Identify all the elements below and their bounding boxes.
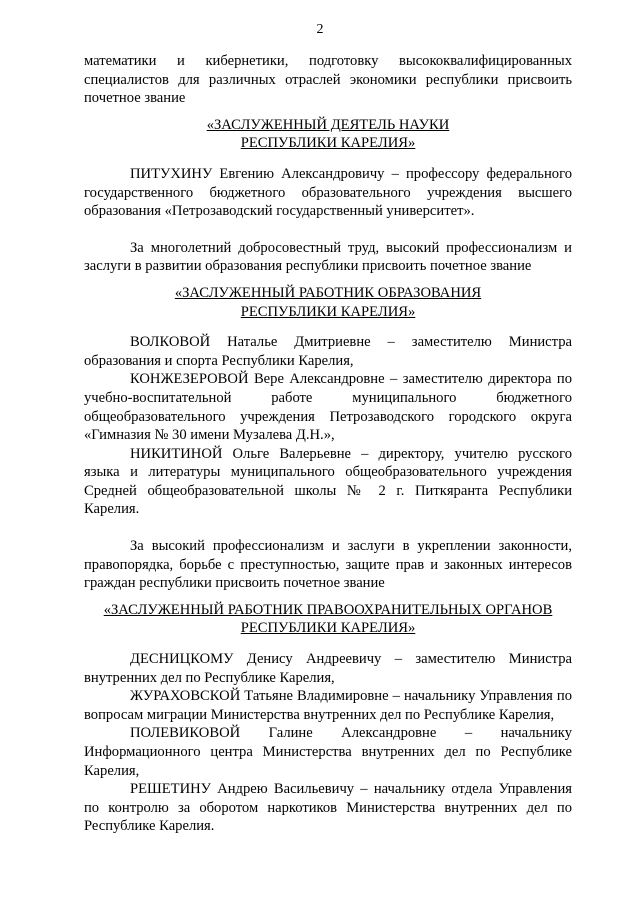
award-preamble: За высокий профессионализм и заслуги в укреплении законности, правопорядка, борьбе с преступностью, защите прав и законных интересов граждан республики присвоить почетное звание: [84, 538, 572, 592]
awardee-paragraph: ПОЛЕВИКОВОЙ Галине Александровне – начальнику Информационного центра Министерства внутренних дел по Республике Карелия,: [84, 725, 572, 779]
award-title-education: [84, 284, 572, 321]
awardee-paragraph: ЖУРАХОВСКОЙ Татьяне Владимировне – начальнику Управления по вопросам миграции Министерства внутренних дел по Республике Карелия,: [84, 688, 572, 723]
award-title-line: РЕСПУБЛИКИ КАРЕЛИЯ»: [240, 620, 416, 637]
awardee-paragraph: КОНЖЕЗЕРОВОЙ Вере Александровне – заместителю директора по учебно-воспитательной работе муниципального бюджетного общеобразовательного учреждения Петрозаводского городского округа «Гимназия № 30 имени Музалева Д.Н.»,: [84, 371, 572, 444]
page-number: 2: [316, 22, 324, 37]
award-title-line: РЕСПУБЛИКИ КАРЕЛИЯ»: [240, 135, 416, 152]
award-title-line: «ЗАСЛУЖЕННЫЙ ДЕЯТЕЛЬ НАУКИ: [206, 116, 450, 133]
awardee-paragraph: ВОЛКОВОЙ Наталье Дмитриевне – заместителю Министра образования и спорта Республики Карелия,: [84, 334, 572, 369]
awardee-paragraph: ПИТУХИНУ Евгению Александровичу – профессору федерального государственного бюджетного образовательного учреждения высшего образования «Петрозаводский государственный университет».: [84, 165, 572, 220]
awardee-paragraph: НИКИТИНОЙ Ольге Валерьевне – директору, учителю русского языка и литературы муниципального общеобразовательного учреждения Средней общеобразовательной школы № 2 г. Питкяранта Республики Карелия.: [84, 445, 572, 518]
award-preamble: За многолетний добросовестный труд, высокий профессионализм и заслуги в развитии образования республики присвоить почетное звание: [84, 239, 572, 275]
award-title-law-enforcement: [84, 601, 572, 638]
document-body: [84, 52, 572, 836]
intro-paragraph: математики и кибернетики, подготовку высококвалифицированных специалистов для различных отраслей экономики республики присвоить почетное звание: [84, 53, 572, 107]
award-title-line: «ЗАСЛУЖЕННЫЙ РАБОТНИК ПРАВООХРАНИТЕЛЬНЫХ ОРГАНОВ: [103, 601, 553, 618]
award-title-line: «ЗАСЛУЖЕННЫЙ РАБОТНИК ОБРАЗОВАНИЯ: [174, 284, 482, 301]
awardee-paragraph: ДЕСНИЦКОМУ Денису Андреевичу – заместителю Министра внутренних дел по Республике Карелия,: [84, 651, 572, 686]
award-title-science: [84, 116, 572, 153]
award-title-line: РЕСПУБЛИКИ КАРЕЛИЯ»: [240, 303, 416, 320]
awardee-paragraph: РЕШЕТИНУ Андрею Васильевичу – начальнику отдела Управления по контролю за оборотом наркотиков Министерства внутренних дел по Республике Карелия.: [84, 781, 572, 835]
